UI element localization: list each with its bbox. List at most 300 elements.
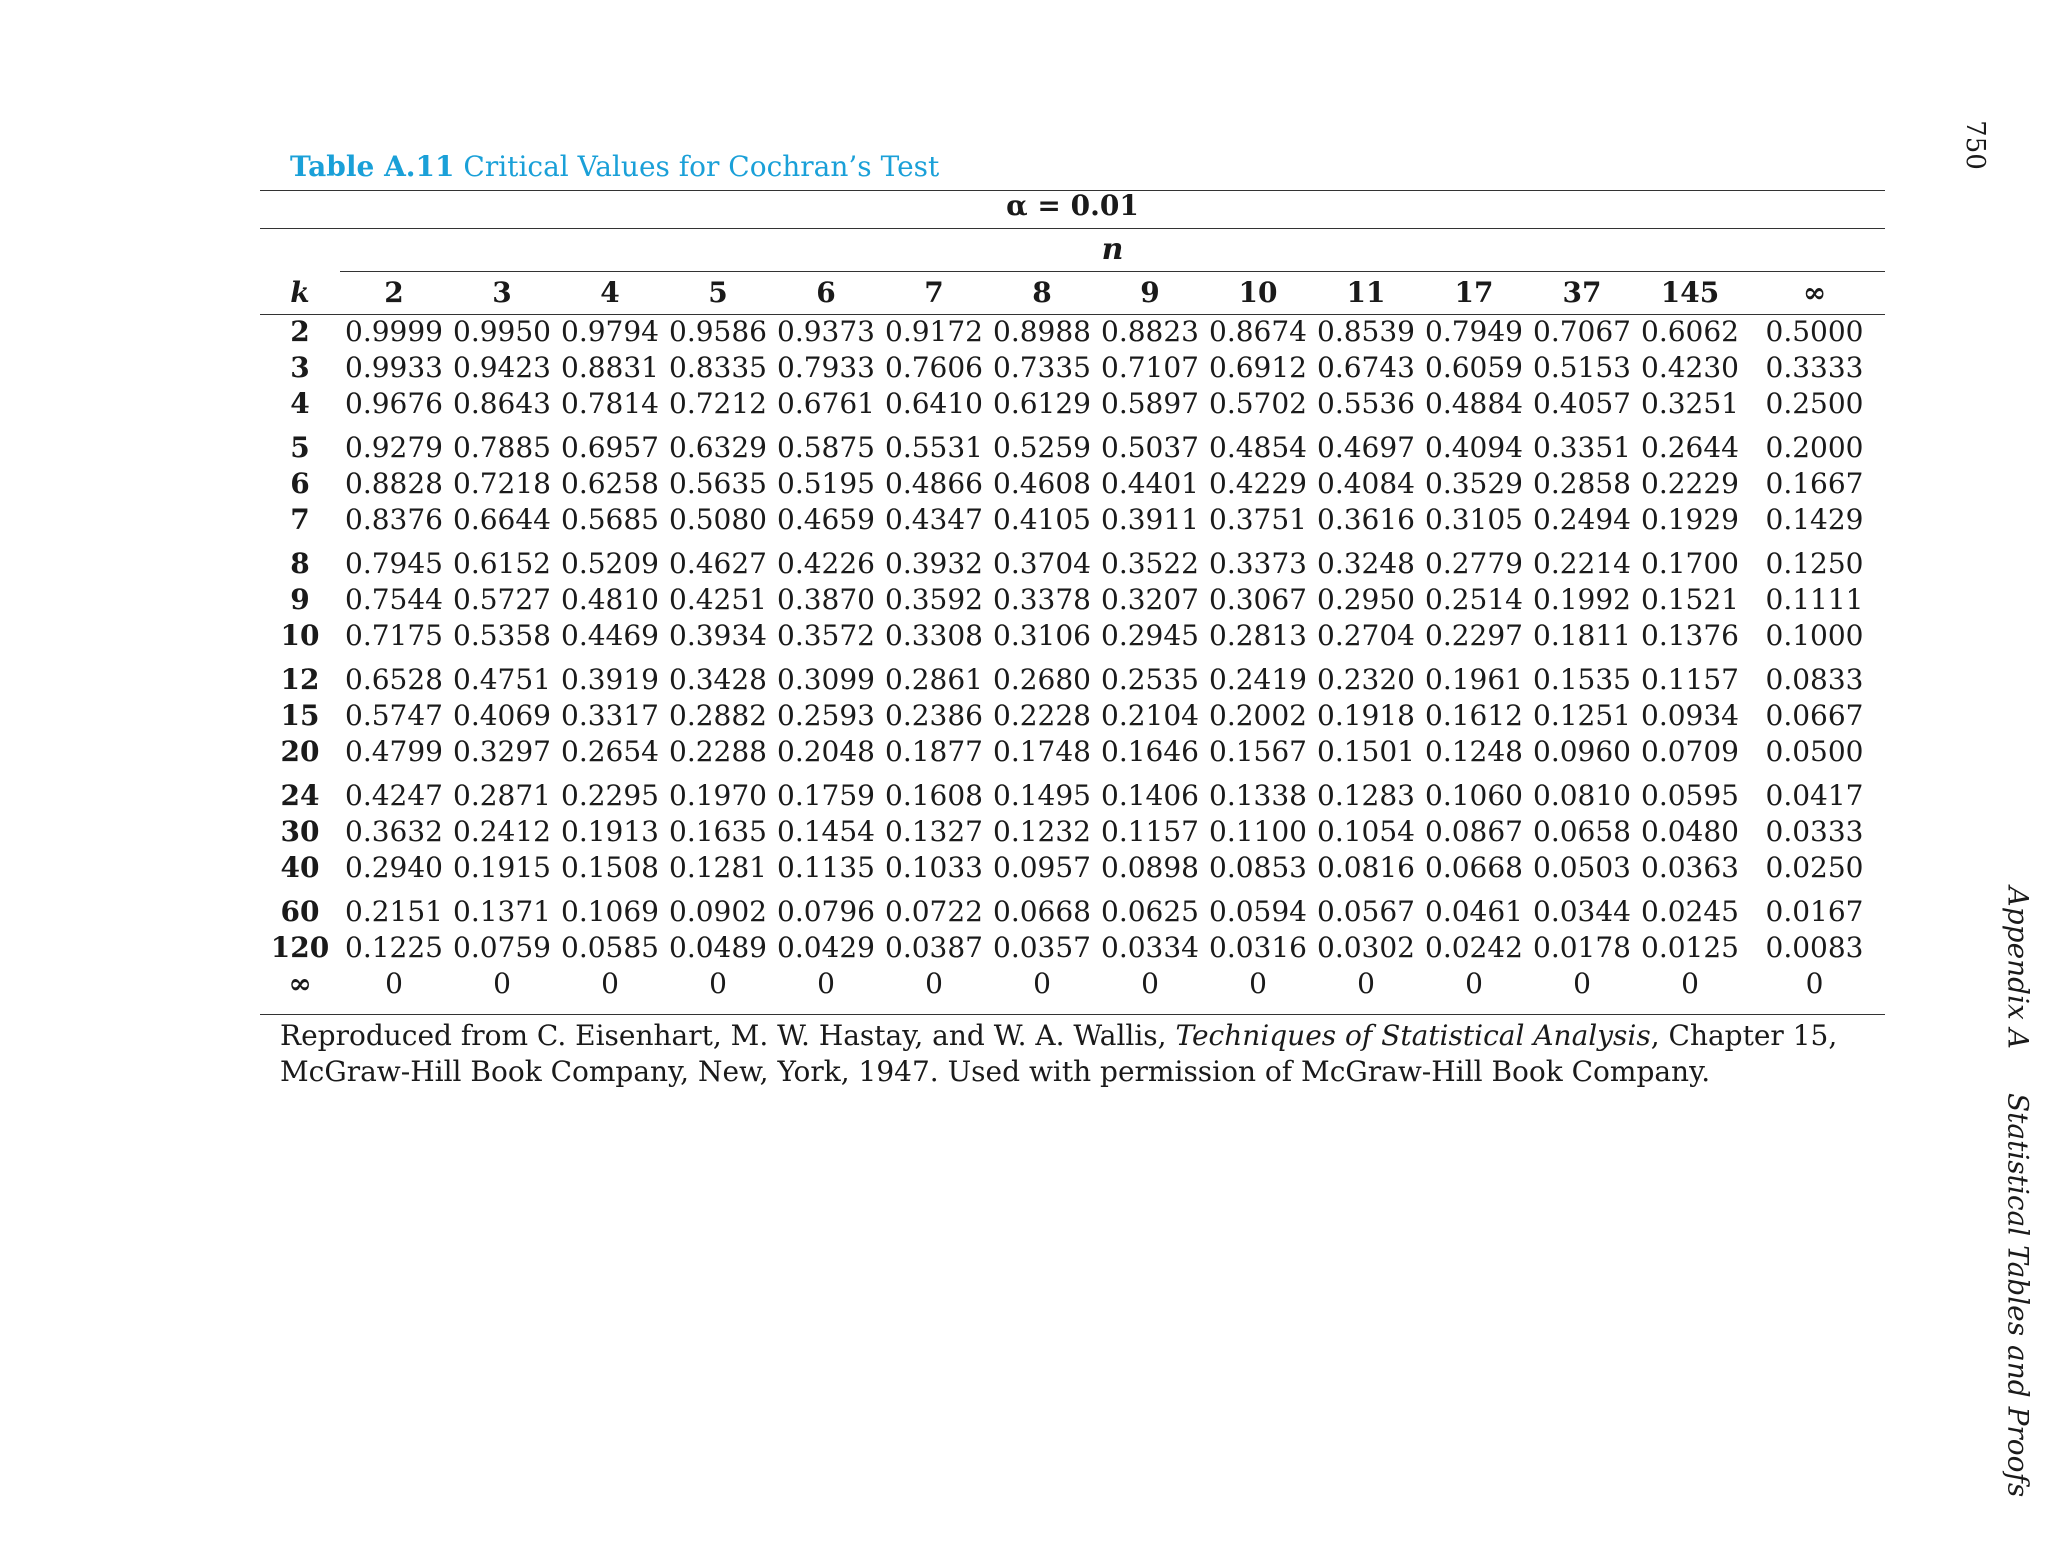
critical-value-cell: 0.7606 bbox=[885, 351, 983, 384]
critical-value-cell: 0.4105 bbox=[993, 503, 1091, 536]
critical-value-cell: 0 bbox=[817, 967, 835, 1000]
critical-value-cell: 0.8643 bbox=[453, 387, 551, 420]
critical-value-cell: 0.0125 bbox=[1641, 931, 1739, 964]
k-value-cell: 120 bbox=[270, 931, 330, 964]
critical-value-cell: 0.0344 bbox=[1533, 895, 1631, 928]
critical-value-cell: 0.7885 bbox=[453, 431, 551, 464]
n-column-header: 10 bbox=[1238, 275, 1278, 309]
critical-value-cell: 0.3632 bbox=[345, 815, 443, 848]
n-column-header: 37 bbox=[1562, 275, 1602, 309]
critical-value-cell: 0.1000 bbox=[1765, 619, 1864, 652]
critical-value-cell: 0.2514 bbox=[1425, 583, 1523, 616]
critical-value-cell: 0.5747 bbox=[345, 699, 443, 732]
critical-value-cell: 0.0480 bbox=[1641, 815, 1739, 848]
critical-value-cell: 0.4094 bbox=[1425, 431, 1523, 464]
critical-value-cell: 0.3572 bbox=[777, 619, 875, 652]
critical-value-cell: 0.1535 bbox=[1533, 663, 1631, 696]
critical-value-cell: 0.5259 bbox=[993, 431, 1091, 464]
critical-value-cell: 0.5000 bbox=[1765, 315, 1864, 348]
n-column-header: 8 bbox=[1032, 275, 1052, 309]
critical-value-cell: 0.9373 bbox=[777, 315, 875, 348]
critical-value-cell: 0.2500 bbox=[1765, 387, 1864, 420]
critical-value-cell: 0.6062 bbox=[1641, 315, 1739, 348]
critical-value-cell: 0.0429 bbox=[777, 931, 875, 964]
critical-value-cell: 0.1225 bbox=[345, 931, 443, 964]
critical-value-cell: 0.2644 bbox=[1641, 431, 1739, 464]
critical-value-cell: 0.0083 bbox=[1765, 931, 1864, 964]
critical-value-cell: 0.8539 bbox=[1317, 315, 1415, 348]
critical-value-cell: 0.0567 bbox=[1317, 895, 1415, 928]
critical-value-cell: 0.2950 bbox=[1317, 583, 1415, 616]
critical-value-cell: 0.5209 bbox=[561, 547, 659, 580]
critical-value-cell: 0.0898 bbox=[1101, 851, 1199, 884]
source-footnote bbox=[280, 1018, 1885, 1090]
critical-value-cell: 0.7175 bbox=[345, 619, 443, 652]
table-row bbox=[260, 966, 1885, 1002]
critical-value-cell: 0.1918 bbox=[1317, 699, 1415, 732]
critical-value-cell: 0.5080 bbox=[669, 503, 767, 536]
critical-value-cell: 0.0816 bbox=[1317, 851, 1415, 884]
critical-value-cell: 0.3308 bbox=[885, 619, 983, 652]
critical-value-cell: 0.4697 bbox=[1317, 431, 1415, 464]
critical-value-cell: 0.1371 bbox=[453, 895, 551, 928]
k-value-cell: 24 bbox=[280, 779, 320, 812]
critical-value-cell: 0.0668 bbox=[1425, 851, 1523, 884]
critical-value-cell: 0.3704 bbox=[993, 547, 1091, 580]
critical-value-cell: 0.3248 bbox=[1317, 547, 1415, 580]
critical-value-cell: 0.0595 bbox=[1641, 779, 1739, 812]
bottom-rule bbox=[260, 1014, 1885, 1015]
critical-value-cell: 0.6129 bbox=[993, 387, 1091, 420]
critical-value-cell: 0.2494 bbox=[1533, 503, 1631, 536]
critical-value-cell: 0.3317 bbox=[561, 699, 659, 732]
critical-value-cell: 0.4229 bbox=[1209, 467, 1307, 500]
critical-value-cell: 0.0867 bbox=[1425, 815, 1523, 848]
table-row bbox=[260, 422, 1885, 466]
critical-value-cell: 0.1961 bbox=[1425, 663, 1523, 696]
critical-value-cell: 0.5037 bbox=[1101, 431, 1199, 464]
n-column-header: 11 bbox=[1346, 275, 1386, 309]
critical-value-cell: 0.7067 bbox=[1533, 315, 1631, 348]
critical-value-cell: 0.1281 bbox=[669, 851, 767, 884]
critical-value-cell: 0.1877 bbox=[885, 735, 983, 768]
critical-value-cell: 0.1250 bbox=[1765, 547, 1864, 580]
critical-value-cell: 0.2535 bbox=[1101, 663, 1199, 696]
n-column-header: 4 bbox=[600, 275, 620, 309]
critical-value-cell: 0.4226 bbox=[777, 547, 875, 580]
table-row bbox=[260, 814, 1885, 850]
critical-value-cell: 0.3911 bbox=[1101, 503, 1199, 536]
table-row bbox=[260, 538, 1885, 582]
critical-value-cell: 0.1338 bbox=[1209, 779, 1307, 812]
critical-value-cell: 0.1915 bbox=[453, 851, 551, 884]
critical-value-cell: 0.1567 bbox=[1209, 735, 1307, 768]
critical-value-cell: 0.8823 bbox=[1101, 315, 1199, 348]
critical-value-cell: 0.7544 bbox=[345, 583, 443, 616]
critical-value-cell: 0.3378 bbox=[993, 583, 1091, 616]
critical-value-cell: 0.1635 bbox=[669, 815, 767, 848]
critical-value-cell: 0 bbox=[601, 967, 619, 1000]
critical-value-cell: 0.1508 bbox=[561, 851, 659, 884]
critical-value-cell: 0.2680 bbox=[993, 663, 1091, 696]
critical-value-cell: 0.1283 bbox=[1317, 779, 1415, 812]
critical-value-cell: 0.1646 bbox=[1101, 735, 1199, 768]
k-value-cell: 10 bbox=[280, 619, 320, 652]
critical-value-cell: 0.4057 bbox=[1533, 387, 1631, 420]
critical-value-cell: 0.8831 bbox=[561, 351, 659, 384]
critical-value-cell: 0.5875 bbox=[777, 431, 875, 464]
critical-value-cell: 0.7814 bbox=[561, 387, 659, 420]
critical-value-cell: 0.9586 bbox=[669, 315, 767, 348]
critical-value-cell: 0.1759 bbox=[777, 779, 875, 812]
critical-value-cell: 0.2295 bbox=[561, 779, 659, 812]
critical-value-cell: 0.7945 bbox=[345, 547, 443, 580]
critical-value-cell: 0.1135 bbox=[777, 851, 875, 884]
critical-value-cell: 0.0500 bbox=[1765, 735, 1864, 768]
critical-value-cell: 0.4251 bbox=[669, 583, 767, 616]
critical-value-cell: 0.3428 bbox=[669, 663, 767, 696]
k-value-cell: 60 bbox=[280, 895, 320, 928]
critical-value-cell: 0.9999 bbox=[345, 315, 443, 348]
critical-value-cell: 0.0585 bbox=[561, 931, 659, 964]
critical-value-cell: 0.0902 bbox=[669, 895, 767, 928]
critical-value-cell: 0.5195 bbox=[777, 467, 875, 500]
critical-value-cell: 0.1748 bbox=[993, 735, 1091, 768]
critical-value-cell: 0.0503 bbox=[1533, 851, 1631, 884]
critical-value-cell: 0.6912 bbox=[1209, 351, 1307, 384]
cochran-critical-values-table bbox=[260, 270, 1885, 1002]
table-caption-title: Critical Values for Cochran’s Test bbox=[463, 150, 940, 183]
critical-value-cell: 0.0625 bbox=[1101, 895, 1199, 928]
critical-value-cell: 0.9279 bbox=[345, 431, 443, 464]
critical-value-cell: 0 bbox=[1249, 967, 1267, 1000]
critical-value-cell: 0.2320 bbox=[1317, 663, 1415, 696]
critical-value-cell: 0.7335 bbox=[993, 351, 1091, 384]
critical-value-cell: 0.7933 bbox=[777, 351, 875, 384]
table-row bbox=[260, 734, 1885, 770]
critical-value-cell: 0.3522 bbox=[1101, 547, 1199, 580]
critical-value-cell: 0.0245 bbox=[1641, 895, 1739, 928]
critical-value-cell: 0.4608 bbox=[993, 467, 1091, 500]
critical-value-cell: 0.0167 bbox=[1765, 895, 1864, 928]
critical-value-cell: 0.2229 bbox=[1641, 467, 1739, 500]
critical-value-cell: 0.3934 bbox=[669, 619, 767, 652]
critical-value-cell: 0.9950 bbox=[453, 315, 551, 348]
table-row bbox=[260, 314, 1885, 350]
critical-value-cell: 0.9423 bbox=[453, 351, 551, 384]
critical-value-cell: 0 bbox=[1805, 967, 1824, 1000]
critical-value-cell: 0 bbox=[1681, 967, 1699, 1000]
critical-value-cell: 0.1232 bbox=[993, 815, 1091, 848]
critical-value-cell: 0.4751 bbox=[453, 663, 551, 696]
n-column-header: 6 bbox=[816, 275, 836, 309]
critical-value-cell: 0.4469 bbox=[561, 619, 659, 652]
table-row bbox=[260, 698, 1885, 734]
critical-value-cell: 0.0334 bbox=[1101, 931, 1199, 964]
critical-value-cell: 0.2412 bbox=[453, 815, 551, 848]
table-body bbox=[260, 314, 1885, 1002]
k-value-cell: 6 bbox=[290, 467, 310, 500]
critical-value-cell: 0.9676 bbox=[345, 387, 443, 420]
critical-value-cell: 0.0667 bbox=[1765, 699, 1864, 732]
critical-value-cell: 0.3919 bbox=[561, 663, 659, 696]
critical-value-cell: 0.1501 bbox=[1317, 735, 1415, 768]
n-column-header: 2 bbox=[384, 275, 404, 309]
critical-value-cell: 0.4401 bbox=[1101, 467, 1199, 500]
critical-value-cell: 0.4084 bbox=[1317, 467, 1415, 500]
critical-value-cell: 0.6410 bbox=[885, 387, 983, 420]
critical-value-cell: 0.2779 bbox=[1425, 547, 1523, 580]
critical-value-cell: 0.3333 bbox=[1765, 351, 1864, 384]
critical-value-cell: 0.0668 bbox=[993, 895, 1091, 928]
critical-value-cell: 0.4854 bbox=[1209, 431, 1307, 464]
critical-value-cell: 0.0709 bbox=[1641, 735, 1739, 768]
critical-value-cell: 0.1992 bbox=[1533, 583, 1631, 616]
critical-value-cell: 0.0302 bbox=[1317, 931, 1415, 964]
critical-value-cell: 0.3932 bbox=[885, 547, 983, 580]
critical-value-cell: 0.5536 bbox=[1317, 387, 1415, 420]
critical-value-cell: 0.0594 bbox=[1209, 895, 1307, 928]
critical-value-cell: 0.0357 bbox=[993, 931, 1091, 964]
critical-value-cell: 0.1429 bbox=[1765, 503, 1864, 536]
critical-value-cell: 0.2002 bbox=[1209, 699, 1307, 732]
k-value-cell: 15 bbox=[280, 699, 320, 732]
critical-value-cell: 0.3099 bbox=[777, 663, 875, 696]
critical-value-cell: 0.6258 bbox=[561, 467, 659, 500]
table-row bbox=[260, 654, 1885, 698]
critical-value-cell: 0.1060 bbox=[1425, 779, 1523, 812]
running-head-title: Statistical Tables and Proofs bbox=[2001, 1092, 2035, 1498]
page-number: 750 bbox=[1959, 120, 1990, 170]
critical-value-cell: 0.5531 bbox=[885, 431, 983, 464]
critical-value-cell: 0 bbox=[1033, 967, 1051, 1000]
n-column-header: ∞ bbox=[1802, 275, 1827, 309]
table-caption-label: Table A.11 bbox=[290, 150, 455, 183]
k-value-cell: 5 bbox=[290, 431, 310, 464]
critical-value-cell: 0.1521 bbox=[1641, 583, 1739, 616]
critical-value-cell: 0.0178 bbox=[1533, 931, 1631, 964]
table-row bbox=[260, 582, 1885, 618]
critical-value-cell: 0.4810 bbox=[561, 583, 659, 616]
table-header bbox=[260, 270, 1885, 314]
critical-value-cell: 0.0363 bbox=[1641, 851, 1739, 884]
k-value-cell: 40 bbox=[280, 851, 320, 884]
critical-value-cell: 0.8828 bbox=[345, 467, 443, 500]
critical-value-cell: 0.0387 bbox=[885, 931, 983, 964]
critical-value-cell: 0 bbox=[1465, 967, 1483, 1000]
critical-value-cell: 0.6743 bbox=[1317, 351, 1415, 384]
critical-value-cell: 0.0957 bbox=[993, 851, 1091, 884]
critical-value-cell: 0.2945 bbox=[1101, 619, 1199, 652]
critical-value-cell: 0.3616 bbox=[1317, 503, 1415, 536]
k-value-cell: 30 bbox=[280, 815, 320, 848]
critical-value-cell: 0.0333 bbox=[1765, 815, 1864, 848]
critical-value-cell: 0.1454 bbox=[777, 815, 875, 848]
critical-value-cell: 0.1495 bbox=[993, 779, 1091, 812]
critical-value-cell: 0.0833 bbox=[1765, 663, 1864, 696]
critical-value-cell: 0.1100 bbox=[1209, 815, 1307, 848]
n-column-header: 145 bbox=[1660, 275, 1720, 309]
critical-value-cell: 0.3870 bbox=[777, 583, 875, 616]
critical-value-cell: 0 bbox=[1141, 967, 1159, 1000]
critical-value-cell: 0.2288 bbox=[669, 735, 767, 768]
footnote-text-after: , Chapter 15, McGraw-Hill Book Company, New, York, 1947. Used with permission of McGraw-Hill Book Company. bbox=[280, 1019, 1838, 1088]
critical-value-cell: 0.0489 bbox=[669, 931, 767, 964]
critical-value-cell: 0.1970 bbox=[669, 779, 767, 812]
critical-value-cell: 0.5635 bbox=[669, 467, 767, 500]
n-column-header: 9 bbox=[1140, 275, 1160, 309]
critical-value-cell: 0.3251 bbox=[1641, 387, 1739, 420]
critical-value-cell: 0.4799 bbox=[345, 735, 443, 768]
critical-value-cell: 0.2871 bbox=[453, 779, 551, 812]
n-column-header: 7 bbox=[924, 275, 944, 309]
table-row bbox=[260, 502, 1885, 538]
critical-value-cell: 0.0810 bbox=[1533, 779, 1631, 812]
critical-value-cell: 0.1913 bbox=[561, 815, 659, 848]
critical-value-cell: 0.5897 bbox=[1101, 387, 1199, 420]
critical-value-cell: 0.4627 bbox=[669, 547, 767, 580]
critical-value-cell: 0 bbox=[493, 967, 511, 1000]
critical-value-cell: 0.3373 bbox=[1209, 547, 1307, 580]
k-value-cell: 8 bbox=[290, 547, 310, 580]
critical-value-cell: 0.0796 bbox=[777, 895, 875, 928]
k-value-cell: ∞ bbox=[288, 967, 312, 1000]
critical-value-cell: 0.1406 bbox=[1101, 779, 1199, 812]
critical-value-cell: 0.4659 bbox=[777, 503, 875, 536]
critical-value-cell: 0.0759 bbox=[453, 931, 551, 964]
critical-value-cell: 0.4347 bbox=[885, 503, 983, 536]
k-value-cell: 3 bbox=[290, 351, 310, 384]
critical-value-cell: 0 bbox=[925, 967, 943, 1000]
critical-value-cell: 0.2858 bbox=[1533, 467, 1631, 500]
critical-value-cell: 0.7949 bbox=[1425, 315, 1523, 348]
critical-value-cell: 0.5702 bbox=[1209, 387, 1307, 420]
k-value-cell: 4 bbox=[290, 387, 310, 420]
k-value-cell: 12 bbox=[280, 663, 320, 696]
k-value-cell: 7 bbox=[290, 503, 310, 536]
critical-value-cell: 0.3751 bbox=[1209, 503, 1307, 536]
critical-value-cell: 0.4069 bbox=[453, 699, 551, 732]
running-head-part: Appendix A bbox=[2001, 886, 2035, 1049]
critical-value-cell: 0.8335 bbox=[669, 351, 767, 384]
critical-value-cell: 0.5358 bbox=[453, 619, 551, 652]
critical-value-cell: 0.3207 bbox=[1101, 583, 1199, 616]
critical-value-cell: 0.6059 bbox=[1425, 351, 1523, 384]
critical-value-cell: 0.0461 bbox=[1425, 895, 1523, 928]
table-row bbox=[260, 770, 1885, 814]
critical-value-cell: 0.0853 bbox=[1209, 851, 1307, 884]
table-caption bbox=[290, 150, 939, 183]
critical-value-cell: 0.7212 bbox=[669, 387, 767, 420]
critical-value-cell: 0.5727 bbox=[453, 583, 551, 616]
critical-value-cell: 0.2861 bbox=[885, 663, 983, 696]
critical-value-cell: 0.8988 bbox=[993, 315, 1091, 348]
table-row bbox=[260, 850, 1885, 886]
critical-value-cell: 0.0960 bbox=[1533, 735, 1631, 768]
critical-value-cell: 0.3106 bbox=[993, 619, 1091, 652]
critical-value-cell: 0.2214 bbox=[1533, 547, 1631, 580]
n-column-header: 3 bbox=[492, 275, 512, 309]
critical-value-cell: 0.9794 bbox=[561, 315, 659, 348]
critical-value-cell: 0.2151 bbox=[345, 895, 443, 928]
critical-value-cell: 0.0722 bbox=[885, 895, 983, 928]
critical-value-cell: 0.3529 bbox=[1425, 467, 1523, 500]
critical-value-cell: 0.1700 bbox=[1641, 547, 1739, 580]
critical-value-cell: 0.4884 bbox=[1425, 387, 1523, 420]
critical-value-cell: 0.2104 bbox=[1101, 699, 1199, 732]
n-column-header: 17 bbox=[1454, 275, 1494, 309]
critical-value-cell: 0.2048 bbox=[777, 735, 875, 768]
n-label: n bbox=[1101, 232, 1124, 267]
critical-value-cell: 0.6528 bbox=[345, 663, 443, 696]
alpha-rule bbox=[260, 228, 1885, 229]
critical-value-cell: 0.0316 bbox=[1209, 931, 1307, 964]
critical-value-cell: 0.1929 bbox=[1641, 503, 1739, 536]
k-value-cell: 9 bbox=[290, 583, 310, 616]
critical-value-cell: 0 bbox=[1573, 967, 1591, 1000]
critical-value-cell: 0.5685 bbox=[561, 503, 659, 536]
table-row bbox=[260, 930, 1885, 966]
critical-value-cell: 0.5153 bbox=[1533, 351, 1631, 384]
table-row bbox=[260, 466, 1885, 502]
critical-value-cell: 0.3067 bbox=[1209, 583, 1307, 616]
critical-value-cell: 0.1612 bbox=[1425, 699, 1523, 732]
critical-value-cell: 0.6761 bbox=[777, 387, 875, 420]
critical-value-cell: 0.2000 bbox=[1765, 431, 1864, 464]
critical-value-cell: 0.1376 bbox=[1641, 619, 1739, 652]
critical-value-cell: 0.1111 bbox=[1765, 583, 1864, 616]
critical-value-cell: 0.1251 bbox=[1533, 699, 1631, 732]
critical-value-cell: 0.0242 bbox=[1425, 931, 1523, 964]
table-row bbox=[260, 350, 1885, 386]
critical-value-cell: 0.2704 bbox=[1317, 619, 1415, 652]
critical-value-cell: 0.0417 bbox=[1765, 779, 1864, 812]
critical-value-cell: 0.1327 bbox=[885, 815, 983, 848]
running-head bbox=[2001, 886, 2035, 1498]
critical-value-cell: 0.6152 bbox=[453, 547, 551, 580]
critical-value-cell: 0.1054 bbox=[1317, 815, 1415, 848]
k-value-cell: 2 bbox=[290, 315, 310, 348]
critical-value-cell: 0.3297 bbox=[453, 735, 551, 768]
critical-value-cell: 0.1811 bbox=[1533, 619, 1631, 652]
critical-value-cell: 0.6329 bbox=[669, 431, 767, 464]
critical-value-cell: 0.9933 bbox=[345, 351, 443, 384]
n-column-header: 5 bbox=[708, 275, 728, 309]
critical-value-cell: 0.6957 bbox=[561, 431, 659, 464]
critical-value-cell: 0.1248 bbox=[1425, 735, 1523, 768]
critical-value-cell: 0.1157 bbox=[1101, 815, 1199, 848]
critical-value-cell: 0 bbox=[709, 967, 727, 1000]
critical-value-cell: 0.1608 bbox=[885, 779, 983, 812]
k-value-cell: 20 bbox=[280, 735, 320, 768]
header-row bbox=[260, 270, 1885, 314]
critical-value-cell: 0.2593 bbox=[777, 699, 875, 732]
critical-value-cell: 0.2386 bbox=[885, 699, 983, 732]
critical-value-cell: 0.7218 bbox=[453, 467, 551, 500]
critical-value-cell: 0 bbox=[385, 967, 403, 1000]
critical-value-cell: 0.3592 bbox=[885, 583, 983, 616]
critical-value-cell: 0.1667 bbox=[1765, 467, 1864, 500]
critical-value-cell: 0.2813 bbox=[1209, 619, 1307, 652]
critical-value-cell: 0.8674 bbox=[1209, 315, 1307, 348]
critical-value-cell: 0.2882 bbox=[669, 699, 767, 732]
critical-value-cell: 0.0658 bbox=[1533, 815, 1631, 848]
critical-value-cell: 0.2419 bbox=[1209, 663, 1307, 696]
critical-value-cell: 0.1157 bbox=[1641, 663, 1739, 696]
critical-value-cell: 0.1069 bbox=[561, 895, 659, 928]
header-bottom-rule bbox=[260, 314, 1885, 315]
critical-value-cell: 0.2654 bbox=[561, 735, 659, 768]
